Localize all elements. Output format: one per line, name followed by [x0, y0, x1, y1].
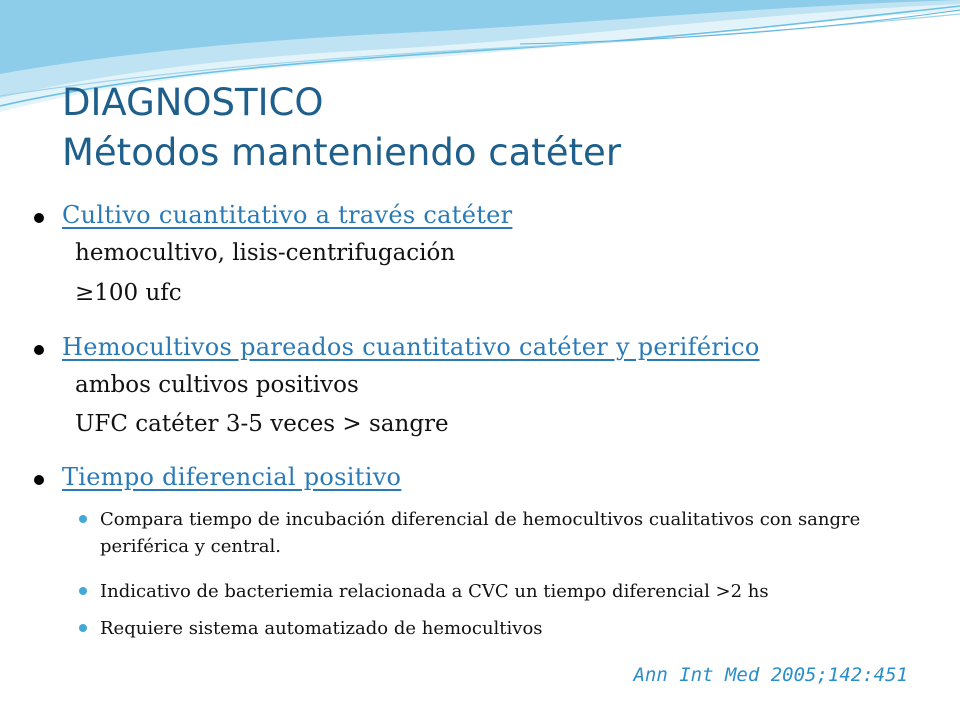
section-2-line-1: ambos cultivos positivos	[75, 372, 359, 398]
citation: Ann Int Med 2005;142:451	[633, 664, 908, 686]
bullet-dot	[34, 213, 44, 223]
section-1-line-1: hemocultivo, lisis-centrifugación	[75, 240, 456, 266]
section-3-subitem-2: Indicativo de bacteriemia relacionada a CVC un tiempo diferencial >2 hs	[100, 581, 769, 602]
sub-bullet-dot	[79, 587, 87, 595]
title-line-1: DIAGNOSTICO	[62, 81, 324, 124]
section-3-subitem-1: Compara tiempo de incubación diferencial de hemocultivos cualitativos con sangre periférica y central.	[100, 509, 861, 557]
bullet-dot	[34, 345, 44, 355]
section-1-heading-link[interactable]: Cultivo cuantitativo a través catéter	[62, 201, 513, 229]
section-3-heading-link[interactable]: Tiempo diferencial positivo	[62, 463, 402, 491]
sub-bullet-dot	[79, 624, 87, 632]
title-line-2: Métodos manteniendo catéter	[62, 131, 622, 174]
sub-bullet-dot	[79, 515, 87, 523]
section-2-heading-link[interactable]: Hemocultivos pareados cuantitativo catéter y periférico	[62, 333, 760, 361]
bullet-dot	[34, 475, 44, 485]
section-2-line-2: UFC catéter 3-5 veces > sangre	[75, 411, 449, 437]
section-3-subitem-3: Requiere sistema automatizado de hemocultivos	[100, 618, 543, 639]
section-1-line-2: ≥100 ufc	[75, 280, 182, 306]
